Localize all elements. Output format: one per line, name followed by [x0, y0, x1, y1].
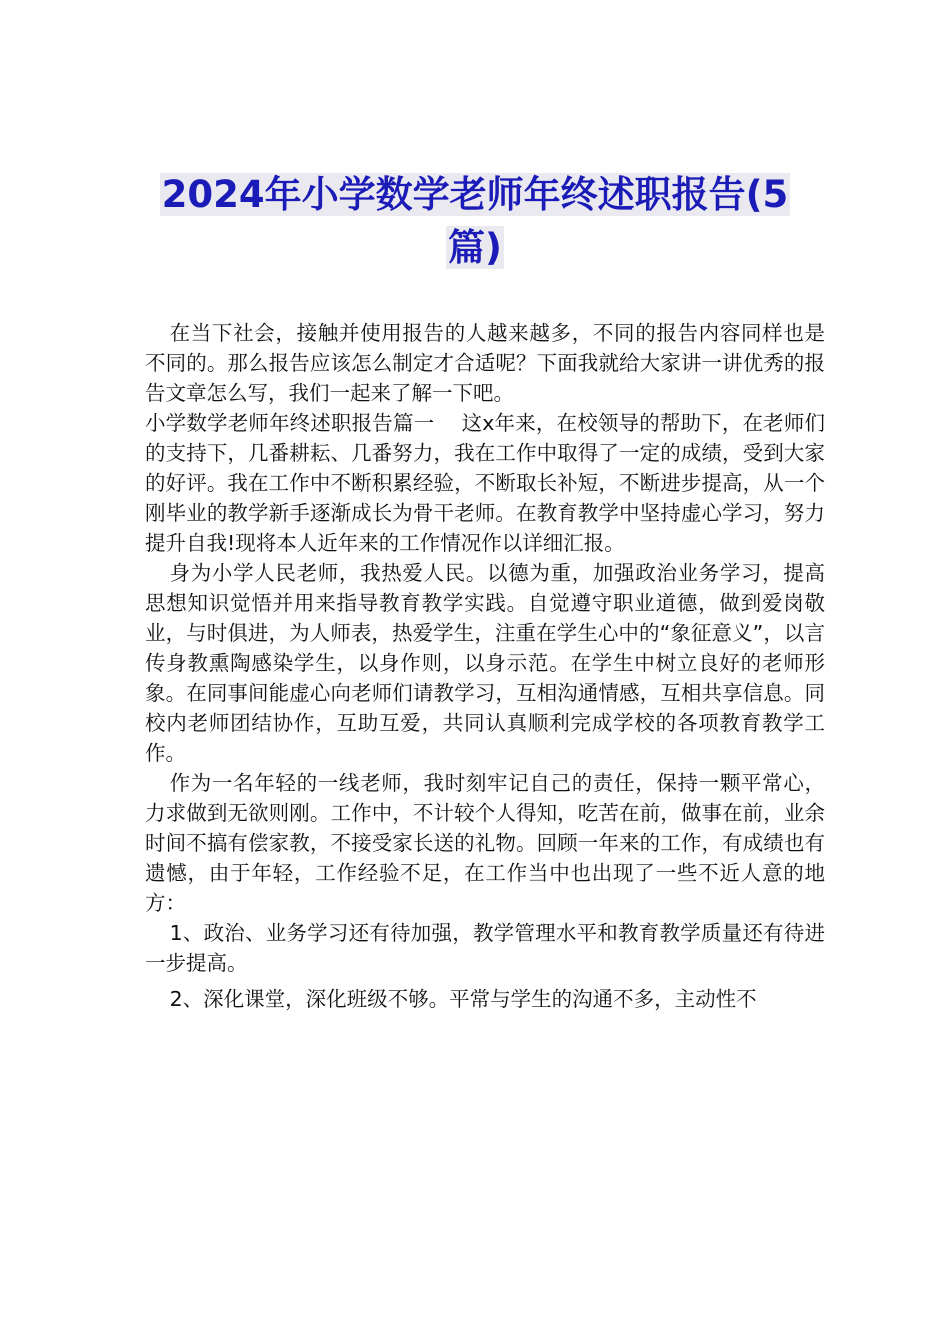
- title-line-2: 篇): [448, 226, 502, 269]
- shortcoming-item-1: 1、政治、业务学习还有待加强，教学管理水平和教育教学质量还有待进一步提高。: [145, 921, 825, 975]
- responsibility-paragraph: 作为一名年轻的一线老师，我时刻牢记自己的责任，保持一颗平常心，力求做到无欲则刚。工作中，不计较个人得知，吃苦在前，做事在前，业余时间不搞有偿家教，不接受家长送的礼物。回顾一年来的工作，有成绩也有遗憾，由于年轻，工作经验不足，在工作当中也出现了一些不近人意的地方：: [145, 771, 825, 915]
- title-line-1: 2024年小学数学老师年终述职报告(5: [161, 173, 789, 216]
- ethics-paragraph: 身为小学人民老师，我热爱人民。以德为重，加强政治业务学习，提高思想知识觉悟并用来指导教育教学实践。自觉遵守职业道德，做到爱岗敬业，与时俱进，为人师表，热爱学生，注重在学生心中的“象征意义”，以言传身教熏陶感染学生，以身作则，以身示范。在学生中树立良好的老师形象。在同事间能虚心向老师们请教学习，互相沟通情感，互相共享信息。同校内老师团结协作，互助互爱，共同认真顺利完成学校的各项教育教学工作。: [145, 561, 825, 765]
- document-body: [145, 318, 825, 1014]
- report-one-paragraph: 小学数学老师年终述职报告篇一 这x年来，在校领导的帮助下，在老师们的支持下，几番耕耘、几番努力，我在工作中取得了一定的成绩，受到大家的好评。我在工作中不断积累经验，不断取长补短，不断进步提高，从一个刚毕业的教学新手逐渐成长为骨干老师。在教育教学中坚持虚心学习，努力提升自我!现将本人近年来的工作情况作以详细汇报。: [145, 411, 825, 555]
- intro-paragraph: 在当下社会，接触并使用报告的人越来越多，不同的报告内容同样也是不同的。那么报告应该怎么制定才合适呢？下面我就给大家讲一讲优秀的报告文章怎么写，我们一起来了解一下吧。: [145, 321, 825, 405]
- shortcoming-item-2: 2、深化课堂，深化班级不够。平常与学生的沟通不多，主动性不: [169, 987, 757, 1011]
- document-title: [120, 168, 830, 274]
